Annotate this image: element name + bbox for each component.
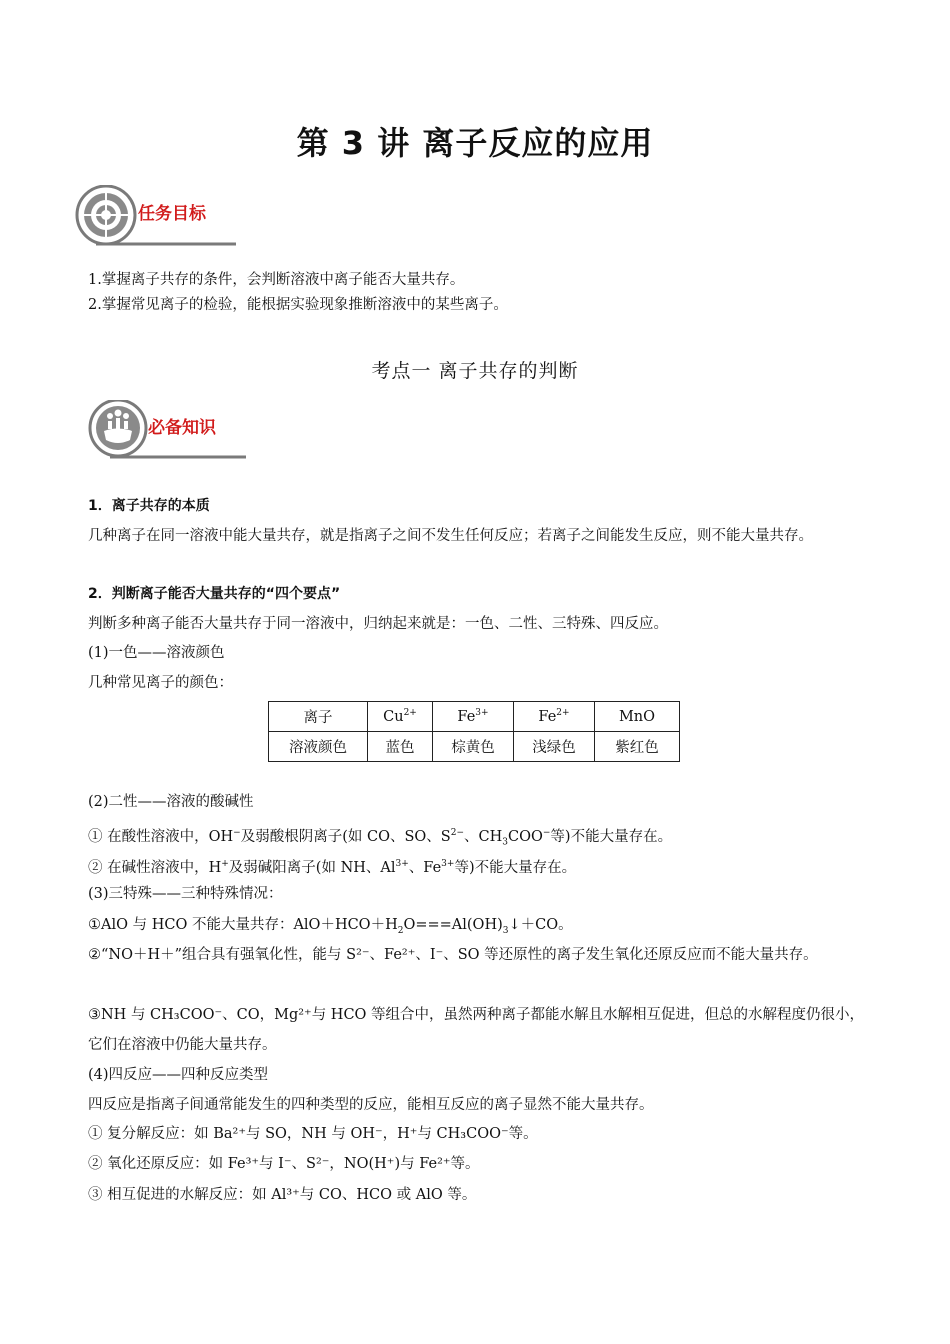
task-objectives-label: 任务目标	[138, 204, 206, 224]
reaction-2: ② 氧化还原反应：如 Fe³⁺与 I⁻、S²⁻，NO(H⁺)与 Fe²⁺等。	[88, 1156, 480, 1172]
task-objectives-badge	[74, 185, 244, 249]
table-cell: 蓝色	[368, 732, 433, 762]
table-cell: 离子	[269, 702, 368, 732]
objective-2: 2.掌握常见离子的检验，能根据实验现象推断溶液中的某些离子。	[88, 297, 508, 313]
required-knowledge-label: 必备知识	[148, 418, 216, 438]
special-case-2: ②“NO＋H＋”组合具有强氧化性，能与 S²⁻、Fe²⁺、I⁻、SO 等还原性的离子发生氧化还原反应而不能大量共存。	[88, 947, 818, 963]
table-row	[269, 732, 680, 762]
color-table-intro: 几种常见离子的颜色：	[88, 675, 233, 691]
table-cell: $Fe^{2+}$	[514, 702, 595, 732]
special-case-1: ①AlO 与 HCO 不能大量共存：$AlO+HCO+H_2O===Al(OH)_3↓+CO$。	[88, 917, 573, 936]
objective-1: 1.掌握离子共存的条件，会判断溶液中离子能否大量共存。	[88, 272, 465, 288]
paragraph-1: 几种离子在同一溶液中能大量共存，就是指离子之间不发生任何反应；若离子之间能发生反应，则不能大量共存。	[88, 528, 813, 544]
ion-color-table	[268, 701, 680, 762]
table-cell: 紫红色	[595, 732, 680, 762]
base-rule: ② 在碱性溶液中，H+及弱碱阳离子(如 NH、$Al^{3+}$、$Fe^{3+}$等)不能大量存在。	[88, 859, 577, 876]
subheading-color: (1)一色——溶液颜色	[88, 645, 225, 661]
reaction-1: ① 复分解反应：如 Ba²⁺与 SO，NH 与 OH⁻，H⁺与 CH₃COO⁻等。	[88, 1126, 538, 1142]
subheading-reactions: (4)四反应——四种反应类型	[88, 1067, 269, 1083]
required-knowledge-badge	[88, 400, 248, 462]
table-cell: 溶液颜色	[269, 732, 368, 762]
table-cell: MnO	[595, 702, 680, 732]
heading-2: 2．判断离子能否大量共存的“四个要点”	[88, 586, 341, 602]
paragraph-2: 判断多种离子能否大量共存于同一溶液中，归纳起来就是：一色、二性、三特殊、四反应。	[88, 616, 668, 632]
table-cell: 浅绿色	[514, 732, 595, 762]
subheading-acidity: (2)二性——溶液的酸碱性	[88, 794, 254, 810]
table-cell: $Fe^{3+}$	[433, 702, 514, 732]
section-title: 考点一 离子共存的判断	[371, 360, 579, 382]
subheading-special: (3)三特殊——三种特殊情况：	[88, 886, 283, 902]
table-header-row	[269, 702, 680, 732]
acid-rule: ① 在酸性溶液中，OH−及弱酸根阴离子(如 CO、SO、$S^{2-}$、$CH_3COO^-$等)不能大量存在。	[88, 828, 673, 848]
table-cell: 棕黄色	[433, 732, 514, 762]
special-case-3: ③NH 与 CH₃COO⁻、CO，Mg²⁺与 HCO 等组合中，虽然两种离子都能水解且水解相互促进，但总的水解程度仍很小，它们在溶液中仍能大量共存。	[88, 1007, 865, 1053]
reactions-intro: 四反应是指离子间通常能发生的四种类型的反应，能相互反应的离子显然不能大量共存。	[88, 1097, 654, 1113]
page-title: 第 3 讲 离子反应的应用	[296, 124, 654, 162]
table-cell: $Cu^{2+}$	[368, 702, 433, 732]
heading-1: 1．离子共存的本质	[88, 498, 210, 514]
reaction-3: ③ 相互促进的水解反应：如 Al³⁺与 CO、HCO 或 AlO 等。	[88, 1187, 477, 1203]
